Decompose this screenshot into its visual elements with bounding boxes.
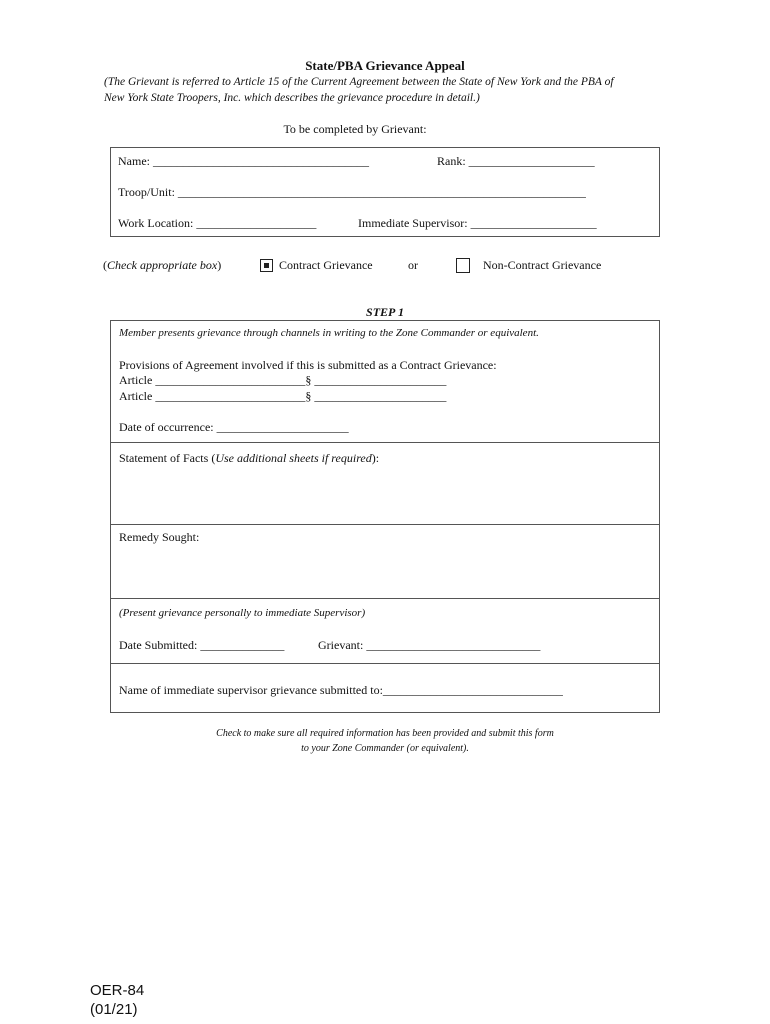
submission-section — [111, 599, 659, 664]
intro-text — [104, 74, 684, 106]
name-field[interactable]: Name: ____________________________________ — [118, 154, 369, 168]
check-prompt-italic: Check appropriate box — [107, 258, 218, 272]
form-revision-date: (01/21) — [90, 1001, 138, 1018]
non-contract-grievance-checkbox[interactable] — [456, 258, 470, 273]
present-personally-text: (Present grievance personally to immediate Supervisor) — [119, 607, 366, 619]
article-1-field[interactable]: Article _________________________§ ______________________ — [119, 373, 447, 387]
date-occurrence-field[interactable]: Date of occurrence: ______________________ — [119, 420, 349, 434]
grievance-type-row — [103, 258, 663, 276]
supervisor-name-field[interactable]: Name of immediate supervisor grievance submitted to:______________________________ — [119, 683, 563, 697]
provisions-label: Provisions of Agreement involved if this is submitted as a Contract Grievance: — [119, 358, 497, 372]
work-location-field[interactable]: Work Location: ____________________ — [118, 216, 317, 230]
step-1-box — [110, 320, 660, 713]
checkbox-check-icon — [264, 263, 269, 268]
footer-note-line-2: to your Zone Commander (or equivalent). — [301, 743, 469, 754]
to-complete-label: To be completed by Grievant: — [283, 122, 427, 136]
supervisor-field[interactable]: Immediate Supervisor: _____________________ — [358, 216, 597, 230]
date-submitted-field[interactable]: Date Submitted: ______________ — [119, 638, 285, 652]
or-label: or — [408, 258, 418, 272]
form-title: State/PBA Grievance Appeal — [305, 58, 465, 73]
remedy-section[interactable] — [111, 525, 659, 599]
intro-line-2: New York State Troopers, Inc. which describes the grievance procedure in detail.) — [104, 92, 480, 104]
article-2-field[interactable]: Article _________________________§ ______________________ — [119, 389, 447, 403]
non-contract-grievance-label: Non-Contract Grievance — [483, 258, 602, 272]
intro-line-1: (The Grievant is referred to Article 15 of the Current Agreement between the State of New York and the PBA of — [104, 76, 614, 88]
step-title: STEP 1 — [366, 305, 404, 319]
check-prompt: (Check appropriate box) — [103, 258, 222, 272]
supervisor-section — [111, 664, 659, 712]
remedy-label: Remedy Sought: — [119, 530, 200, 544]
troop-unit-field[interactable]: Troop/Unit: ____________________________________________________________________ — [118, 185, 586, 199]
facts-section[interactable] — [111, 443, 659, 525]
facts-label: Statement of Facts (Use additional sheets if required): — [119, 451, 380, 465]
contract-grievance-checkbox[interactable] — [260, 259, 273, 272]
footer-note-line-1: Check to make sure all required information has been provided and submit this form — [216, 728, 554, 739]
grievant-info-box — [110, 147, 660, 237]
rank-field[interactable]: Rank: _____________________ — [437, 154, 595, 168]
form-number: OER-84 — [90, 982, 145, 999]
form-id — [90, 981, 144, 1019]
provisions-section — [111, 321, 659, 443]
grievant-signature-field[interactable]: Grievant: _____________________________ — [318, 638, 541, 652]
member-presents-text: Member presents grievance through channels in writing to the Zone Commander or equivalent. — [119, 327, 539, 339]
contract-grievance-label: Contract Grievance — [279, 258, 373, 272]
footer-note — [0, 726, 770, 756]
